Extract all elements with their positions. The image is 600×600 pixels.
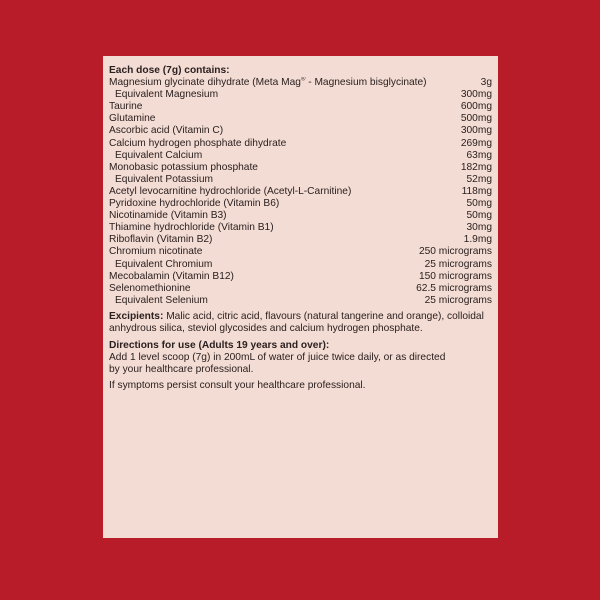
- ingredient-name: Calcium hydrogen phosphate dihydrate: [109, 137, 287, 149]
- ingredient-amount: 50mg: [466, 198, 492, 210]
- ingredient-row: [109, 246, 492, 258]
- excipients-paragraph: [109, 311, 492, 335]
- ingredient-row: [109, 113, 492, 125]
- ingredient-name: Monobasic potassium phosphate: [109, 161, 258, 173]
- ingredient-name: Magnesium glycinate dihydrate (Meta Mag® - Magnesium bisglycinate): [109, 77, 427, 89]
- ingredient-amount: 52mg: [466, 173, 492, 185]
- ingredient-name: Chromium nicotinate: [109, 246, 203, 258]
- ingredient-name: Thiamine hydrochloride (Vitamin B1): [109, 222, 274, 234]
- supplement-facts-panel: [103, 56, 498, 538]
- ingredient-name: Riboflavin (Vitamin B2): [109, 234, 213, 246]
- ingredient-amount: 25 micrograms: [424, 258, 492, 270]
- ingredient-name: Equivalent Chromium: [115, 258, 213, 270]
- ingredient-subrow: [109, 89, 492, 101]
- ingredient-amount: 182mg: [460, 161, 492, 173]
- ingredient-amount: 118mg: [461, 185, 492, 197]
- directions-title: Directions for use (Adults 19 years and over):: [109, 340, 330, 352]
- ingredient-subrow: [109, 295, 492, 307]
- ingredient-amount: 150 micrograms: [418, 270, 492, 282]
- ingredient-amount: 250 micrograms: [418, 246, 492, 258]
- ingredient-name: Equivalent Potassium: [115, 173, 213, 185]
- ingredient-row: [109, 186, 492, 198]
- ingredient-row: [109, 125, 492, 137]
- ingredient-amount: 1.9mg: [463, 234, 492, 246]
- ingredient-name: Ascorbic acid (Vitamin C): [109, 125, 224, 137]
- ingredient-name: Equivalent Magnesium: [115, 89, 219, 101]
- dose-heading: Each dose (7g) contains:: [109, 65, 230, 76]
- ingredient-row: [109, 234, 492, 246]
- ingredient-amount: 269mg: [460, 137, 492, 149]
- ingredient-amount: 300mg: [460, 89, 492, 101]
- ingredient-subrow: [109, 259, 492, 271]
- ingredient-amount: 300mg: [460, 125, 492, 137]
- ingredient-amount: 63mg: [466, 149, 492, 161]
- ingredient-row: [109, 222, 492, 234]
- ingredient-row: [109, 138, 492, 150]
- ingredient-amount: 30mg: [466, 222, 492, 234]
- ingredient-row: [109, 77, 492, 89]
- ingredient-amount: 600mg: [460, 101, 492, 113]
- ingredient-subrow: [109, 174, 492, 186]
- ingredient-amount: 50mg: [466, 210, 492, 222]
- ingredient-row: [109, 271, 492, 283]
- ingredient-name: Glutamine: [109, 113, 156, 125]
- ingredient-name: Acetyl levocarnitine hydrochloride (Acetyl-L-Carnitine): [109, 185, 352, 197]
- ingredient-name: Equivalent Selenium: [115, 294, 208, 306]
- ingredient-name: Nicotinamide (Vitamin B3): [109, 210, 227, 222]
- ingredient-name: Selenomethionine: [109, 282, 191, 294]
- ingredient-row: [109, 283, 492, 295]
- ingredient-name: Mecobalamin (Vitamin B12): [109, 270, 234, 282]
- ingredient-list: [109, 77, 492, 307]
- ingredient-amount: 62.5 micrograms: [416, 282, 492, 294]
- directions-text: Add 1 level scoop (7g) in 200mL of water of juice twice daily, or as directed by your healthcare professional.: [109, 352, 446, 376]
- ingredient-name: Taurine: [109, 101, 143, 113]
- ingredient-subrow: [109, 150, 492, 162]
- ingredient-name: Pyridoxine hydrochloride (Vitamin B6): [109, 198, 280, 210]
- ingredient-amount: 3g: [480, 77, 492, 89]
- warning-text: If symptoms persist consult your healthcare professional.: [109, 380, 366, 392]
- ingredient-name: Equivalent Calcium: [115, 149, 203, 161]
- excipients-label: Excipients:: [109, 310, 164, 322]
- ingredient-amount: 25 micrograms: [424, 294, 492, 306]
- ingredient-row: [109, 101, 492, 113]
- ingredient-amount: 500mg: [460, 113, 492, 125]
- excipients-text: Malic acid, citric acid, flavours (natural tangerine and orange), colloidal anhydrous silica, steviol glycosides and calcium hydrogen phosphate.: [109, 310, 484, 334]
- ingredient-row: [109, 198, 492, 210]
- ingredient-row: [109, 162, 492, 174]
- ingredient-row: [109, 210, 492, 222]
